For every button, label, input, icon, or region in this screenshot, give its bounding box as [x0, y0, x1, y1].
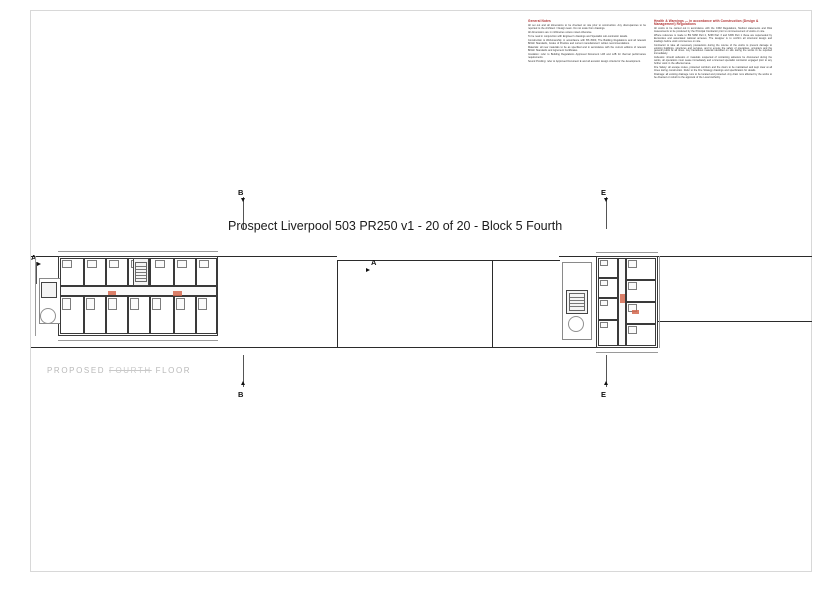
door-swing-icon: [40, 308, 56, 324]
kitchen-unit: [109, 260, 119, 268]
riser-highlight: [620, 294, 625, 303]
section-line-a-top: [337, 260, 492, 261]
notes-paragraph: Drainage: all existing drainage runs to be located and protected. Any drain runs affected by the works to be diverted or rebuilt to the approval of the Local Authority.: [654, 73, 773, 79]
bathroom-pod: [86, 298, 95, 310]
general-notes-column: [528, 20, 646, 92]
notes-paragraph: Construction & Workmanship: in accordance with BS 8000, The Building Regulations and all relevant British Standards, Codes of Practice and current manufacturers' written recommendations.: [528, 39, 646, 46]
section-line-a-right-leg: [492, 260, 493, 348]
kitchen-unit: [177, 260, 187, 268]
bathroom-pod: [628, 260, 637, 268]
section-marker-e-bottom: E: [601, 390, 607, 399]
health-safety-notes-column: [654, 20, 772, 92]
lower-datum-left-ext: [218, 347, 338, 348]
dimension-line: [58, 340, 218, 341]
dimension-line: [35, 256, 36, 336]
kitchen-unit: [600, 322, 608, 328]
section-arrow-icon: [366, 268, 370, 272]
kitchen-unit: [87, 260, 97, 268]
section-arrow-icon: [604, 381, 608, 385]
lower-datum-right: [657, 321, 812, 322]
section-line-a-bottom: [337, 347, 559, 348]
stair-flight: [135, 262, 147, 282]
door-swing-icon: [568, 316, 584, 332]
section-arrow-icon: [241, 198, 245, 202]
bathroom-pod: [176, 298, 185, 310]
kitchen-unit: [600, 260, 608, 266]
notes-paragraph: All set out and all dimensions to be checked on site prior to construction. Any discrepancies to be reported to the Architect / Design team. Do not scale from drawings.: [528, 23, 646, 30]
dimension-line: [58, 251, 218, 252]
riser-highlight: [173, 291, 182, 296]
section-marker-a-left: A: [31, 253, 37, 262]
lift-core: [41, 282, 57, 298]
section-arrow-icon: [241, 381, 245, 385]
general-notes-heading: General Notes: [528, 19, 551, 23]
drawing-title: Prospect Liverpool 503 PR250 v1 - 20 of 20 - Block 5 Fourth: [228, 219, 563, 233]
bathroom-pod: [628, 282, 637, 290]
notes-paragraph: To be read in conjunction with Engineer's drawings and Specialist sub-contractor details.: [528, 35, 628, 39]
kitchen-unit: [199, 260, 209, 268]
bathroom-pod: [628, 326, 637, 334]
bathroom-pod: [130, 298, 139, 310]
riser-highlight: [108, 291, 116, 295]
notes-paragraph: All works to be carried out in accordance with the CDM Regulations, Method statements and Risk Assessments to be produced by the Principal Contractor prior to commencement of works on site.: [654, 27, 772, 34]
kitchen-unit: [600, 300, 608, 306]
corridor: [60, 286, 217, 296]
bathroom-pod: [62, 298, 71, 310]
kitchen-unit: [62, 260, 72, 268]
section-marker-a-centre: A: [371, 258, 377, 267]
floor-label-suffix: FLOOR: [151, 366, 192, 375]
general-notes-block: [528, 20, 778, 92]
bathroom-pod: [108, 298, 117, 310]
section-marker-e-top: E: [601, 188, 607, 197]
health-safety-notes-heading: Health & Warnings — in accordance with Construction (Design & Management) Regulations: [654, 19, 759, 27]
section-marker-b-bottom: B: [238, 390, 244, 399]
notes-paragraph: Contractor to take all necessary precautions during the course of the works to prevent damage to existing buildings, structures and services, and to ensure the safety of operatives, occupiers and the general public at all times. Any hazardous material identified on site during the works to be reported immediately.: [654, 44, 772, 56]
block-5-left-wing-plan: [33, 250, 223, 352]
notes-paragraph: Insulation: refer to Building Regulations Approved Document L1B and L2B for thermal performance requirements.: [528, 53, 646, 60]
bathroom-pod: [152, 298, 161, 310]
floor-label-struck: FOURTH: [108, 366, 152, 375]
section-arrow-icon: [604, 198, 608, 202]
dimension-line: [596, 252, 658, 253]
bathroom-pod: [198, 298, 207, 310]
kitchen-unit: [600, 280, 608, 286]
notes-paragraph: Sound Proofing: refer to Approved Document E and all acoustic design criteria for the development.: [528, 60, 641, 64]
notes-paragraph: Asbestos: should asbestos or materials suspected of containing asbestos be discovered during the works, all operations must cease immediately and a licensed specialist contractor engaged prior to any further work in the affected area.: [654, 56, 772, 65]
notes-paragraph: All dimensions are in millimetres unless noted otherwise.: [528, 30, 593, 34]
riser-highlight: [632, 310, 639, 314]
notes-paragraph: Materials: all new materials to be as specified and in accordance with the current editions of relevant British Standards and Agrement Certificates.: [528, 46, 646, 53]
floor-plan-label: [47, 366, 191, 375]
notes-paragraph: Where reference is made to BS 5268 Part 2, 5268 Part 3 and 6399 Part 1 these are superseded by Eurocodes and associated national annexes. The designer is to confirm all structural design and loadings before work commences on site.: [654, 34, 772, 43]
kitchen-unit: [155, 260, 165, 268]
section-marker-b-top: B: [238, 188, 244, 197]
block-5-right-wing-plan: [558, 250, 662, 355]
dimension-line: [596, 352, 658, 353]
notes-paragraph: Fire Safety: all escape routes, protected corridors and fire doors to be maintained and kept clear at all times during construction. Refer to the Fire Strategy drawings and specification for details.: [654, 66, 772, 72]
floor-label-prefix: PROPOSED: [47, 366, 109, 375]
stair-flight: [569, 293, 585, 311]
section-line-a-left-leg: [337, 260, 338, 348]
datum-line-left-ext: [218, 256, 337, 257]
dimension-line: [659, 256, 660, 348]
section-line-a-top-ext: [492, 260, 560, 261]
